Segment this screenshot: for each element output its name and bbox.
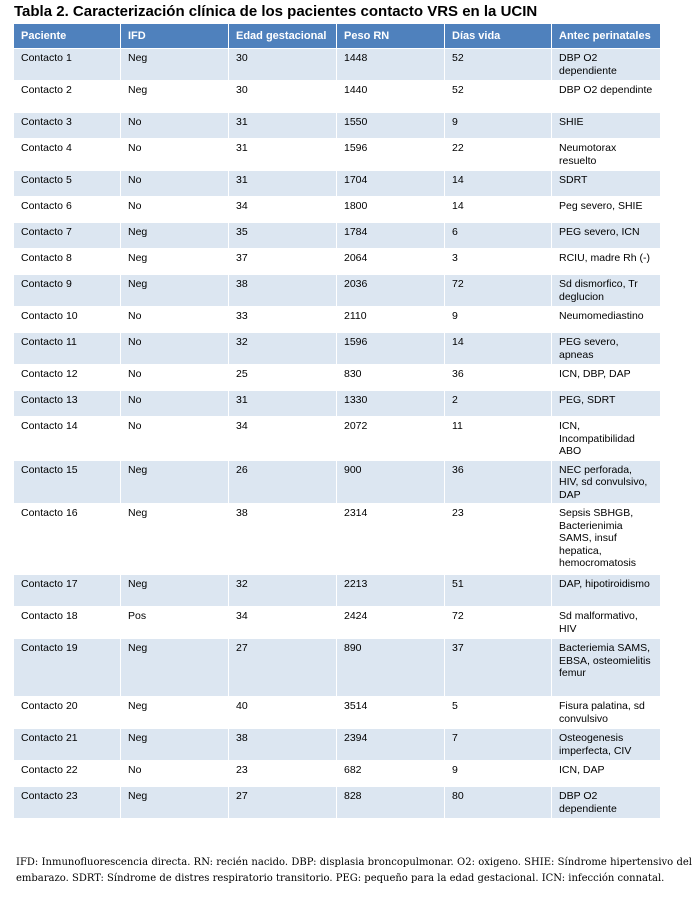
table-cell: No	[121, 364, 229, 390]
table-cell: 80	[445, 786, 552, 818]
table-body	[14, 48, 660, 818]
table-cell: Neg	[121, 728, 229, 760]
table-cell: 3514	[337, 696, 445, 728]
table-cell: 37	[229, 248, 337, 274]
table-cell: No	[121, 332, 229, 364]
table-cell: 1800	[337, 196, 445, 222]
table-cell: Neg	[121, 222, 229, 248]
table-row	[14, 728, 660, 760]
table-cell: 35	[229, 222, 337, 248]
table-cell: ICN, DAP	[552, 760, 660, 786]
column-header: Antec perinatales	[552, 24, 660, 48]
table-cell: 38	[229, 503, 337, 574]
table-cell: Contacto 3	[14, 112, 121, 138]
table-cell: 22	[445, 138, 552, 170]
table-row	[14, 248, 660, 274]
table-row	[14, 760, 660, 786]
table-row	[14, 306, 660, 332]
table-cell: 23	[229, 760, 337, 786]
table-cell: Pos	[121, 606, 229, 638]
table-cell: Fisura palatina, sd convulsivo	[552, 696, 660, 728]
column-header: Días vida	[445, 24, 552, 48]
table-cell: 31	[229, 112, 337, 138]
table-cell: No	[121, 390, 229, 416]
table-cell: Neg	[121, 574, 229, 606]
table-cell: Neumomediastino	[552, 306, 660, 332]
table-cell: 1448	[337, 48, 445, 80]
table-cell: 30	[229, 48, 337, 80]
table-cell: 2213	[337, 574, 445, 606]
table-cell: 52	[445, 48, 552, 80]
table-cell: PEG, SDRT	[552, 390, 660, 416]
table-header-row	[14, 24, 660, 48]
table-cell: 1784	[337, 222, 445, 248]
table-cell: 37	[445, 638, 552, 696]
table-cell: 2036	[337, 274, 445, 306]
table-cell: PEG severo, apneas	[552, 332, 660, 364]
table-cell: 32	[229, 574, 337, 606]
table-cell: 72	[445, 606, 552, 638]
table-row	[14, 80, 660, 112]
table-cell: Contacto 14	[14, 416, 121, 460]
table-row	[14, 460, 660, 504]
table-cell: Contacto 8	[14, 248, 121, 274]
table-title: Tabla 2. Caracterización clínica de los pacientes contacto VRS en la UCIN	[14, 3, 538, 20]
table-cell: 52	[445, 80, 552, 112]
table-cell: 31	[229, 138, 337, 170]
table-cell: Contacto 4	[14, 138, 121, 170]
table-cell: Contacto 13	[14, 390, 121, 416]
table-cell: 30	[229, 80, 337, 112]
table-cell: Neg	[121, 696, 229, 728]
table-cell: Contacto 15	[14, 460, 121, 504]
table-cell: No	[121, 170, 229, 196]
table-row	[14, 112, 660, 138]
table-cell: 1596	[337, 138, 445, 170]
table-cell: 14	[445, 170, 552, 196]
table-cell: Contacto 16	[14, 503, 121, 574]
table-cell: 1704	[337, 170, 445, 196]
table-cell: DBP O2 dependiente	[552, 48, 660, 80]
table-cell: Neg	[121, 248, 229, 274]
table-cell: 2072	[337, 416, 445, 460]
table-cell: Contacto 18	[14, 606, 121, 638]
table-cell: ICN, Incompatibilidad ABO	[552, 416, 660, 460]
table-cell: 51	[445, 574, 552, 606]
table-cell: Contacto 23	[14, 786, 121, 818]
table-cell: No	[121, 306, 229, 332]
table-cell: No	[121, 112, 229, 138]
patient-table	[14, 24, 660, 818]
table-cell: PEG severo, ICN	[552, 222, 660, 248]
table-cell: 3	[445, 248, 552, 274]
table-cell: Neg	[121, 503, 229, 574]
table-row	[14, 48, 660, 80]
table-cell: Neg	[121, 638, 229, 696]
table-cell: DBP O2 dependiente	[552, 786, 660, 818]
table-cell: Sd malformativo, HIV	[552, 606, 660, 638]
table-cell: 27	[229, 786, 337, 818]
table-cell: Contacto 12	[14, 364, 121, 390]
table-cell: 33	[229, 306, 337, 332]
table-cell: 2110	[337, 306, 445, 332]
table-cell: 9	[445, 112, 552, 138]
table-cell: Contacto 7	[14, 222, 121, 248]
table-row	[14, 222, 660, 248]
table-cell: RCIU, madre Rh (-)	[552, 248, 660, 274]
table-cell: 14	[445, 196, 552, 222]
table-cell: Neumotorax resuelto	[552, 138, 660, 170]
table-cell: NEC perforada, HIV, sd convulsivo, DAP	[552, 460, 660, 504]
table-cell: Osteogenesis imperfecta, CIV	[552, 728, 660, 760]
table-cell: 25	[229, 364, 337, 390]
table-cell: No	[121, 416, 229, 460]
table-cell: 34	[229, 416, 337, 460]
table-cell: 890	[337, 638, 445, 696]
column-header: Paciente	[14, 24, 121, 48]
table-cell: 38	[229, 274, 337, 306]
table-cell: 6	[445, 222, 552, 248]
table-row	[14, 138, 660, 170]
table-row	[14, 364, 660, 390]
table-row	[14, 196, 660, 222]
table-cell: 38	[229, 728, 337, 760]
table-cell: Peg severo, SHIE	[552, 196, 660, 222]
table-cell: No	[121, 760, 229, 786]
table-cell: Contacto 20	[14, 696, 121, 728]
table-cell: 26	[229, 460, 337, 504]
table-row	[14, 696, 660, 728]
table-cell: 34	[229, 606, 337, 638]
table-cell: Contacto 22	[14, 760, 121, 786]
table-row	[14, 574, 660, 606]
table-cell: 40	[229, 696, 337, 728]
table-cell: 9	[445, 760, 552, 786]
table-cell: No	[121, 138, 229, 170]
table-cell: SDRT	[552, 170, 660, 196]
table-cell: 9	[445, 306, 552, 332]
table-cell: 34	[229, 196, 337, 222]
table-cell: Contacto 1	[14, 48, 121, 80]
table-cell: 830	[337, 364, 445, 390]
table-cell: 2064	[337, 248, 445, 274]
table-cell: Contacto 10	[14, 306, 121, 332]
table-cell: Neg	[121, 80, 229, 112]
table-cell: 2314	[337, 503, 445, 574]
table-cell: 1550	[337, 112, 445, 138]
table-cell: 27	[229, 638, 337, 696]
table-cell: Neg	[121, 460, 229, 504]
table-cell: 14	[445, 332, 552, 364]
table-cell: 828	[337, 786, 445, 818]
table-row	[14, 332, 660, 364]
table-row	[14, 503, 660, 574]
table-cell: 900	[337, 460, 445, 504]
table-cell: Sepsis SBHGB, Bacterienimia SAMS, insuf hepatica, hemocromatosis	[552, 503, 660, 574]
table-cell: 36	[445, 364, 552, 390]
table-cell: SHIE	[552, 112, 660, 138]
table-cell: 1440	[337, 80, 445, 112]
table-cell: 2	[445, 390, 552, 416]
table-cell: Bacteriemia SAMS, EBSA, osteomielitis femur	[552, 638, 660, 696]
table-row	[14, 274, 660, 306]
table-cell: Contacto 6	[14, 196, 121, 222]
table-cell: 36	[445, 460, 552, 504]
table-cell: 72	[445, 274, 552, 306]
table-cell: 23	[445, 503, 552, 574]
footnote: IFD: Inmunofluorescencia directa. RN: recién nacido. DBP: displasia broncopulmonar. O2: oxigeno. SHIE: Síndrome hipertensivo del embarazo. SDRT: Síndrome de distres respiratorio transitorio. PEG: pequeño para la edad gestacional. ICN: infección connatal.	[16, 857, 692, 884]
table-cell: No	[121, 196, 229, 222]
table-row	[14, 170, 660, 196]
table-cell: Contacto 2	[14, 80, 121, 112]
table-cell: 2394	[337, 728, 445, 760]
table-cell: DBP O2 dependinte	[552, 80, 660, 112]
table-cell: Contacto 9	[14, 274, 121, 306]
table-cell: 2424	[337, 606, 445, 638]
table-cell: Contacto 21	[14, 728, 121, 760]
table-cell: ICN, DBP, DAP	[552, 364, 660, 390]
column-header: IFD	[121, 24, 229, 48]
table-cell: Neg	[121, 786, 229, 818]
table-cell: Contacto 17	[14, 574, 121, 606]
table-cell: 682	[337, 760, 445, 786]
table-cell: Neg	[121, 274, 229, 306]
table-cell: DAP, hipotiroidismo	[552, 574, 660, 606]
table-row	[14, 786, 660, 818]
table-cell: 1596	[337, 332, 445, 364]
table-row	[14, 638, 660, 696]
table-cell: 31	[229, 170, 337, 196]
table-cell: Contacto 19	[14, 638, 121, 696]
column-header: Peso RN	[337, 24, 445, 48]
table-cell: 5	[445, 696, 552, 728]
table-cell: Contacto 11	[14, 332, 121, 364]
table-cell: Contacto 5	[14, 170, 121, 196]
table-cell: Neg	[121, 48, 229, 80]
table-cell: 7	[445, 728, 552, 760]
table-cell: Sd dismorfico, Tr deglucion	[552, 274, 660, 306]
table-cell: 32	[229, 332, 337, 364]
table-cell: 1330	[337, 390, 445, 416]
table-cell: 31	[229, 390, 337, 416]
table-cell: 11	[445, 416, 552, 460]
column-header: Edad gestacional	[229, 24, 337, 48]
table-row	[14, 416, 660, 460]
table-row	[14, 606, 660, 638]
table-row	[14, 390, 660, 416]
